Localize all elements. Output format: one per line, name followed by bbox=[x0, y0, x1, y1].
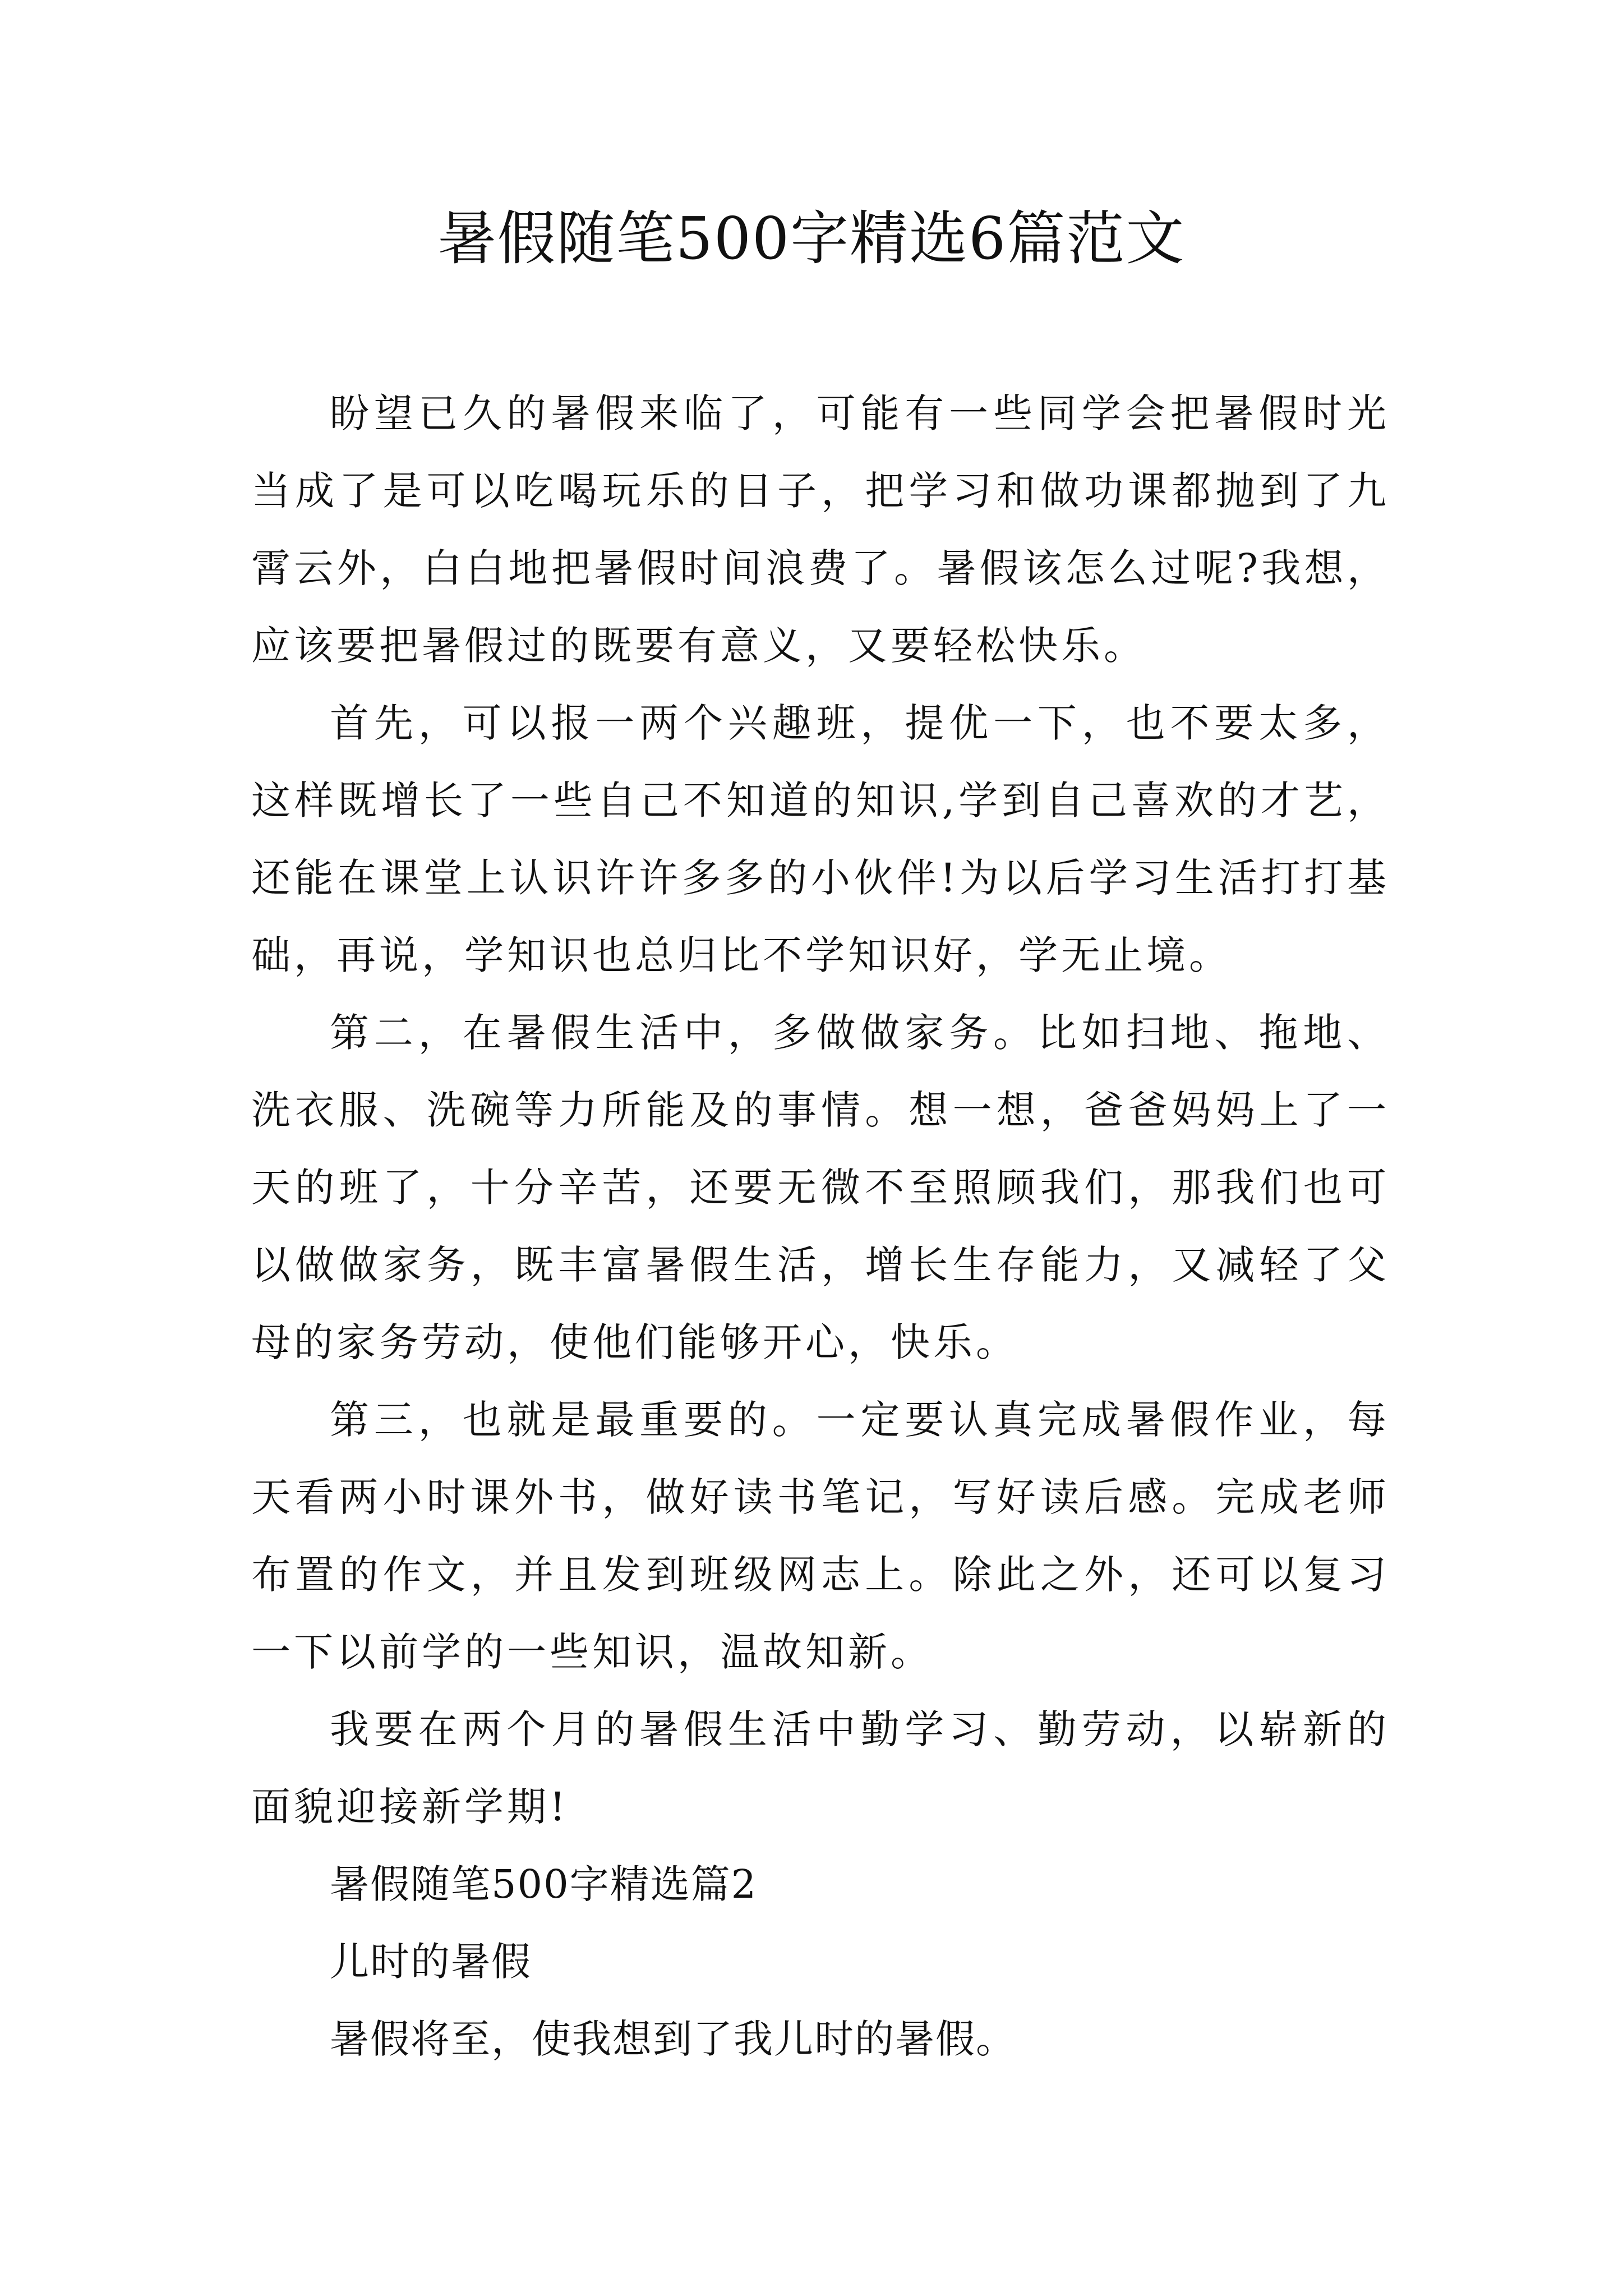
section-heading: 暑假随笔500字精选篇2 bbox=[330, 1861, 758, 1907]
paragraph-1: 盼望已久的暑假来临了，可能有一些同学会把暑假时光当成了是可以吃喝玩乐的日子，把学习和做功课都抛到了九霄云外，白白地把暑假时间浪费了。暑假该怎么过呢?我想，应该要把暑假过的既要有意义，又要轻松快乐。 bbox=[251, 390, 1390, 669]
section-subtitle: 儿时的暑假 bbox=[330, 1939, 532, 1985]
paragraph-5: 我要在两个月的暑假生活中勤学习、勤劳动，以崭新的面貌迎接新学期! bbox=[251, 1706, 1390, 1830]
paragraph-2: 首先，可以报一两个兴趣班，提优一下，也不要太多，这样既增长了一些自己不知道的知识,学到自己喜欢的才艺，还能在课堂上认识许许多多的小伙伴!为以后学习生活打打基础，再说，学知识也总归比不学知识好，学无止境。 bbox=[251, 700, 1390, 978]
paragraph-6: 暑假将至，使我想到了我儿时的暑假。 bbox=[330, 2016, 1016, 2062]
paragraph-4: 第三，也就是最重要的。一定要认真完成暑假作业，每天看两小时课外书，做好读书笔记，写好读后感。完成老师布置的作文，并且发到班级网志上。除此之外，还可以复习一下以前学的一些知识，温故知新。 bbox=[251, 1397, 1390, 1675]
document-body bbox=[251, 375, 1390, 2078]
document-title: 暑假随笔500字精选6篇范文 bbox=[437, 204, 1186, 273]
paragraph-3: 第二，在暑假生活中，多做做家务。比如扫地、拖地、洗衣服、洗碗等力所能及的事情。想一想，爸爸妈妈上了一天的班了，十分辛苦，还要无微不至照顾我们，那我们也可以做做家务，既丰富暑假生活，增长生存能力，又减轻了父母的家务劳动，使他们能够开心，快乐。 bbox=[251, 1010, 1390, 1365]
